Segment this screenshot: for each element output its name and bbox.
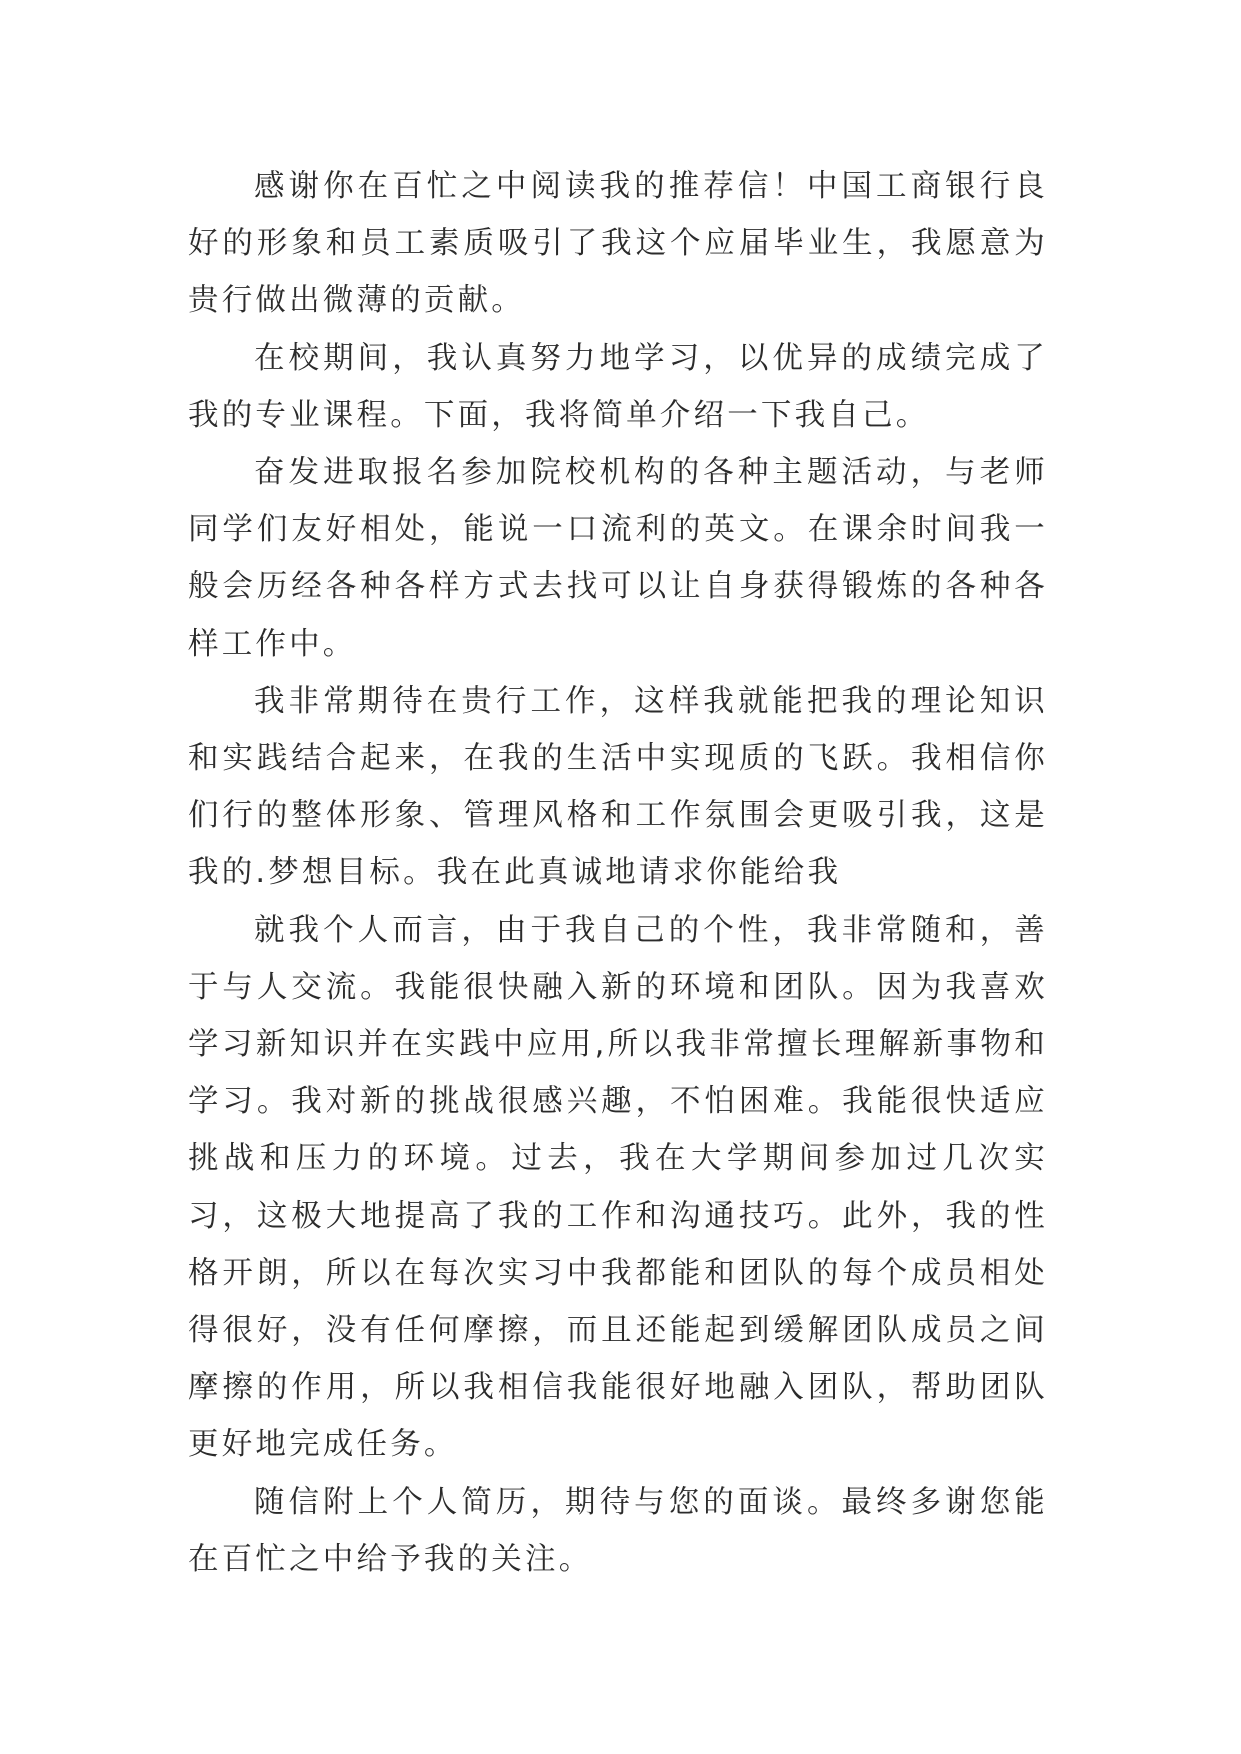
letter-body	[188, 158, 1048, 1588]
paragraph-closing: 随信附上个人简历，期待与您的面谈。最终多谢您能在百忙之中给予我的关注。	[188, 1484, 1048, 1577]
paragraph-studies: 在校期间，我认真努力地学习，以优异的成绩完成了我的专业课程。下面，我将简单介绍一下我自己。	[188, 340, 1048, 433]
paragraph-expectation: 我非常期待在贵行工作，这样我就能把我的理论知识和实践结合起来，在我的生活中实现质的飞跃。我相信你们行的整体形象、管理风格和工作氛围会更吸引我，这是我的.梦想目标。我在此真诚地请求你能给我	[188, 683, 1048, 891]
paragraph-activities: 奋发进取报名参加院校机构的各种主题活动，与老师同学们友好相处，能说一口流利的英文。在课余时间我一般会历经各种各样方式去找可以让自身获得锻炼的各种各样工作中。	[188, 455, 1048, 662]
paragraph-greeting: 感谢你在百忙之中阅读我的推荐信！中国工商银行良好的形象和员工素质吸引了我这个应届毕业生，我愿意为贵行做出微薄的贡献。	[188, 169, 1048, 319]
paragraph-personality: 就我个人而言，由于我自己的个性，我非常随和，善于与人交流。我能很快融入新的环境和团队。因为我喜欢学习新知识并在实践中应用,所以我非常擅长理解新事物和学习。我对新的挑战很感兴趣，不怕困难。我能很快适应挑战和压力的环境。过去，我在大学期间参加过几次实习，这极大地提高了我的工作和沟通技巧。此外，我的性格开朗，所以在每次实习中我都能和团队的每个成员相处得很好，没有任何摩擦，而且还能起到缓解团队成员之间摩擦的作用，所以我相信我能很好地融入团队，帮助团队更好地完成任务。	[188, 912, 1048, 1463]
